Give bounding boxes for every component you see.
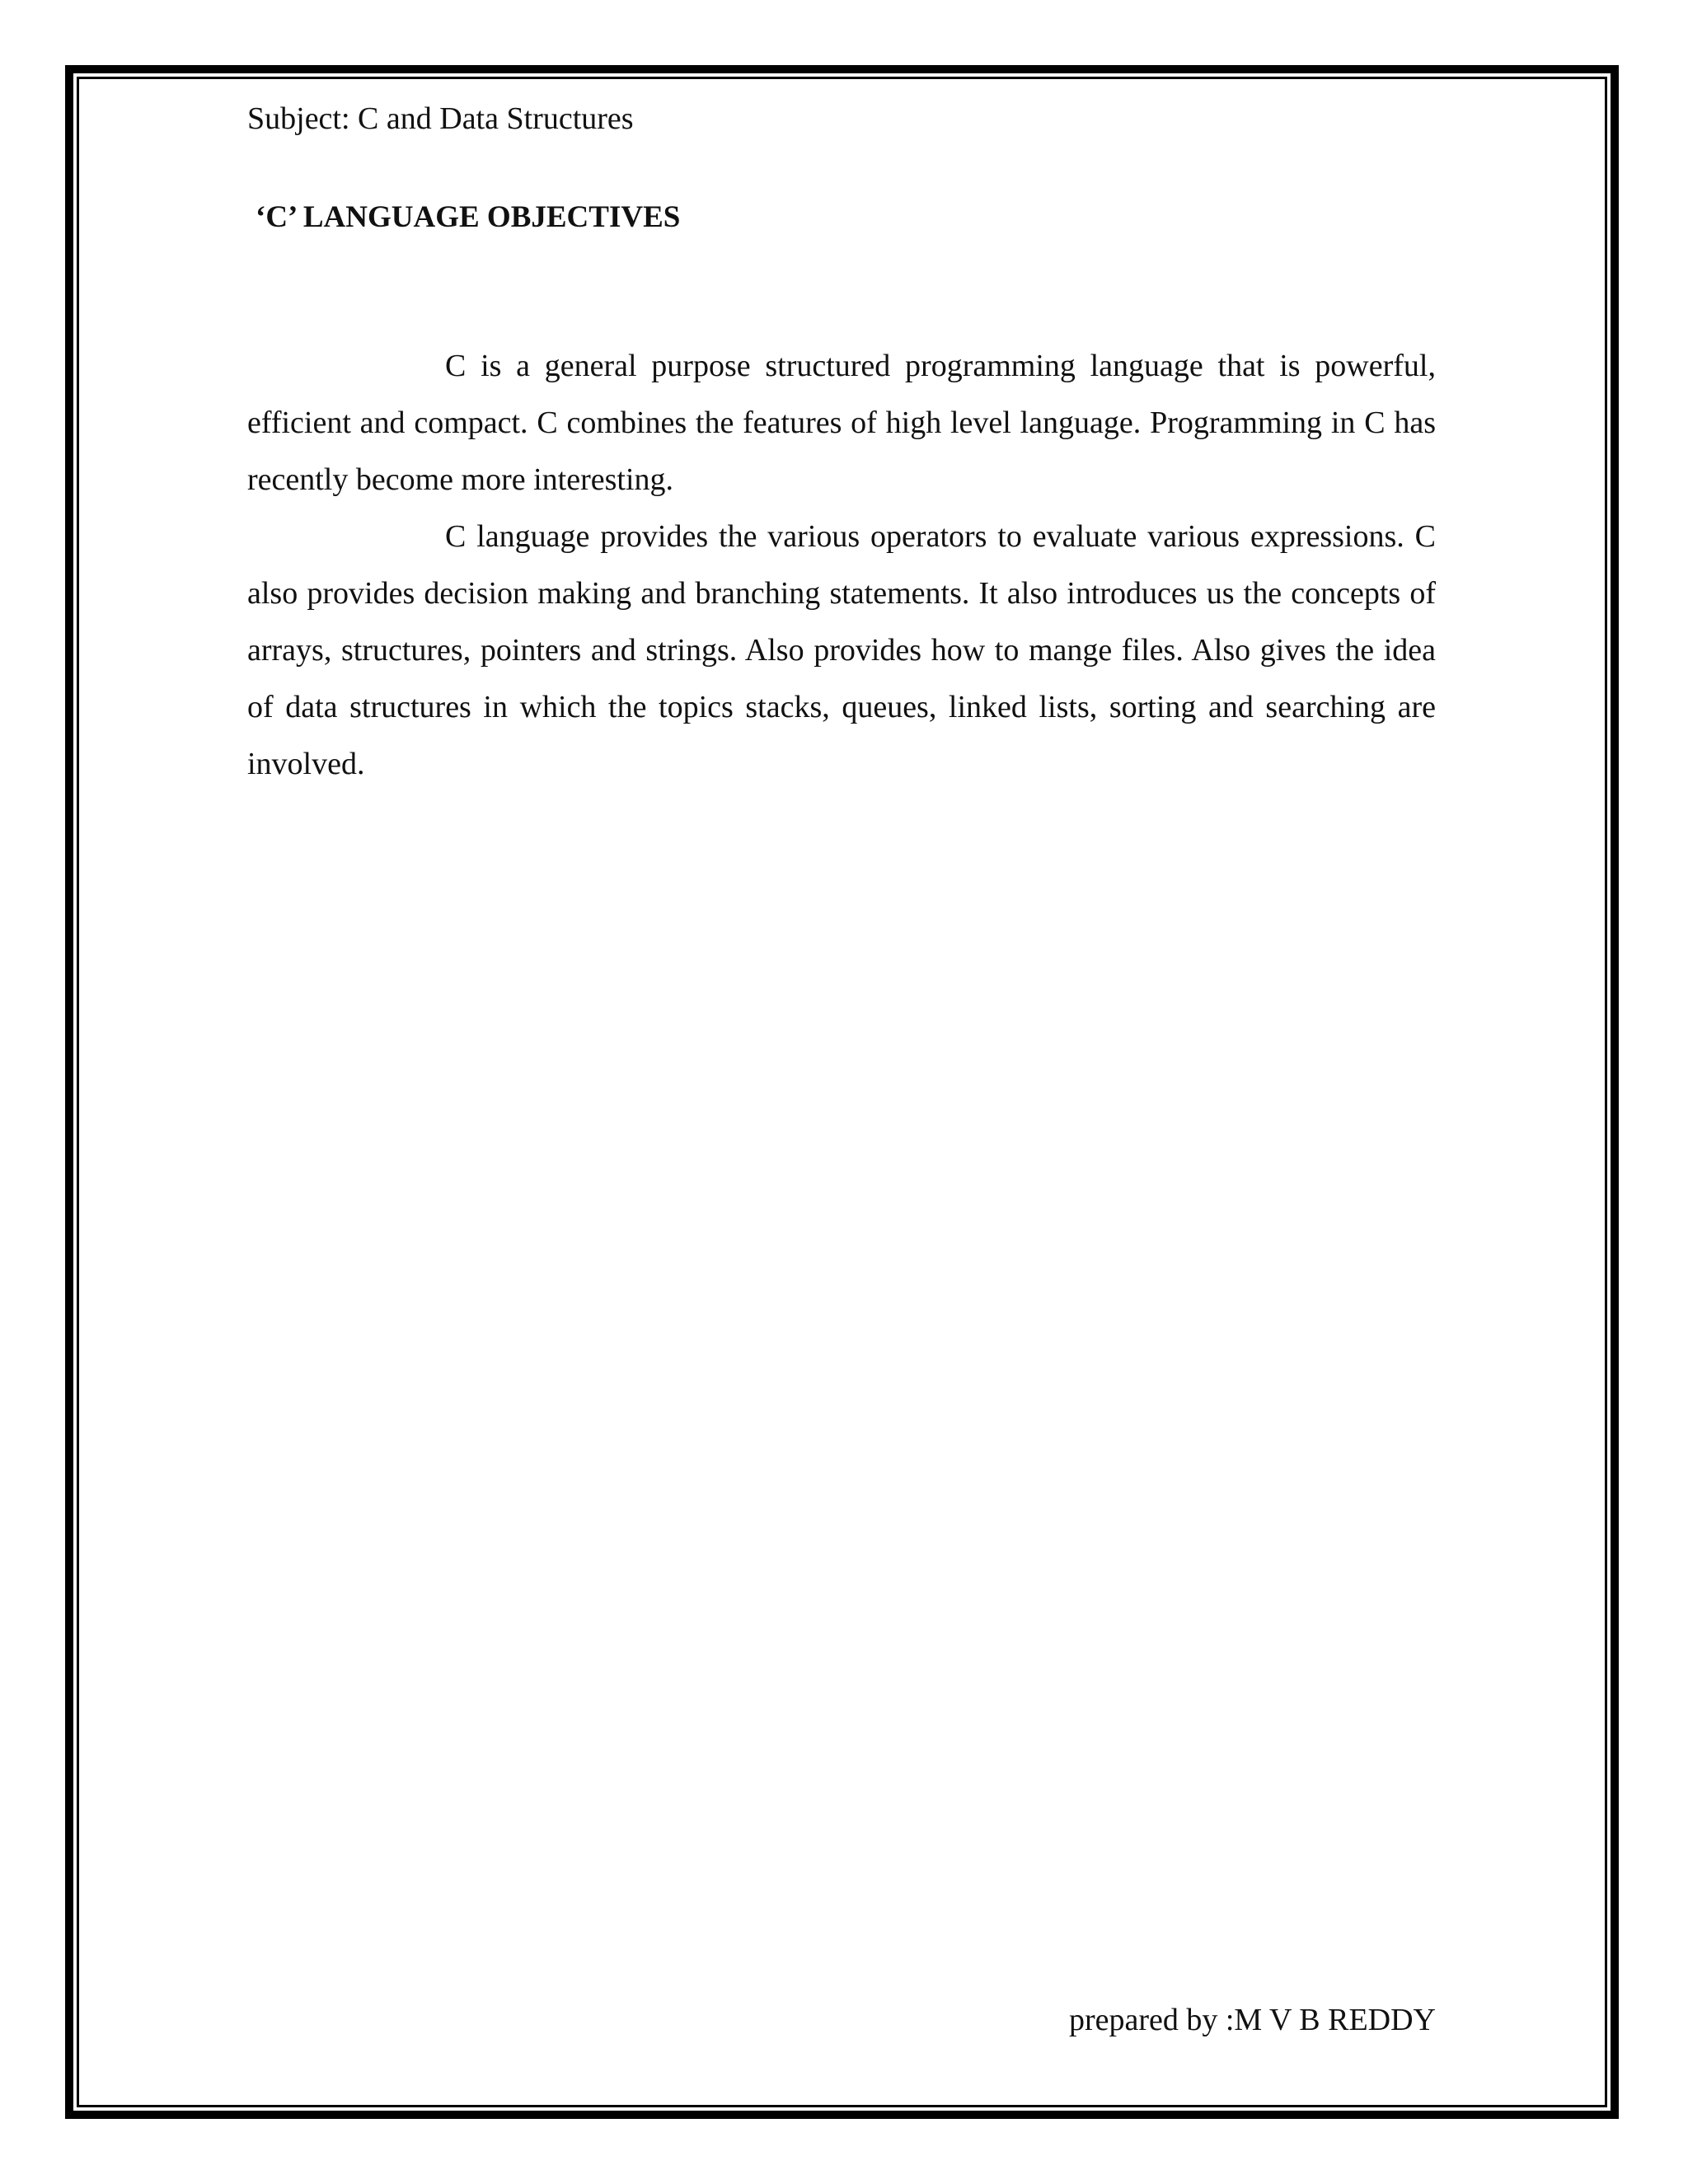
prepared-by-footer: prepared by :M V B REDDY xyxy=(1068,2003,1436,2037)
subject-line: Subject: C and Data Structures xyxy=(247,101,634,136)
section-heading: ‘C’ LANGUAGE OBJECTIVES xyxy=(256,200,681,234)
body-text xyxy=(247,338,1436,793)
paragraph-1: C is a general purpose structured programming language that is powerful, efficient and compact. C combines the features of high level language. Programming in C has recently become more interesting. xyxy=(247,349,1436,497)
paragraph-2: C language provides the various operators to evaluate various expressions. C also provides decision making and branching statements. It also introduces us the concepts of arrays, structures, pointers and strings. Also provides how to mange files. Also gives the idea of data structures in which the topics stacks, queues, linked lists, sorting and searching are involved. xyxy=(247,519,1436,781)
